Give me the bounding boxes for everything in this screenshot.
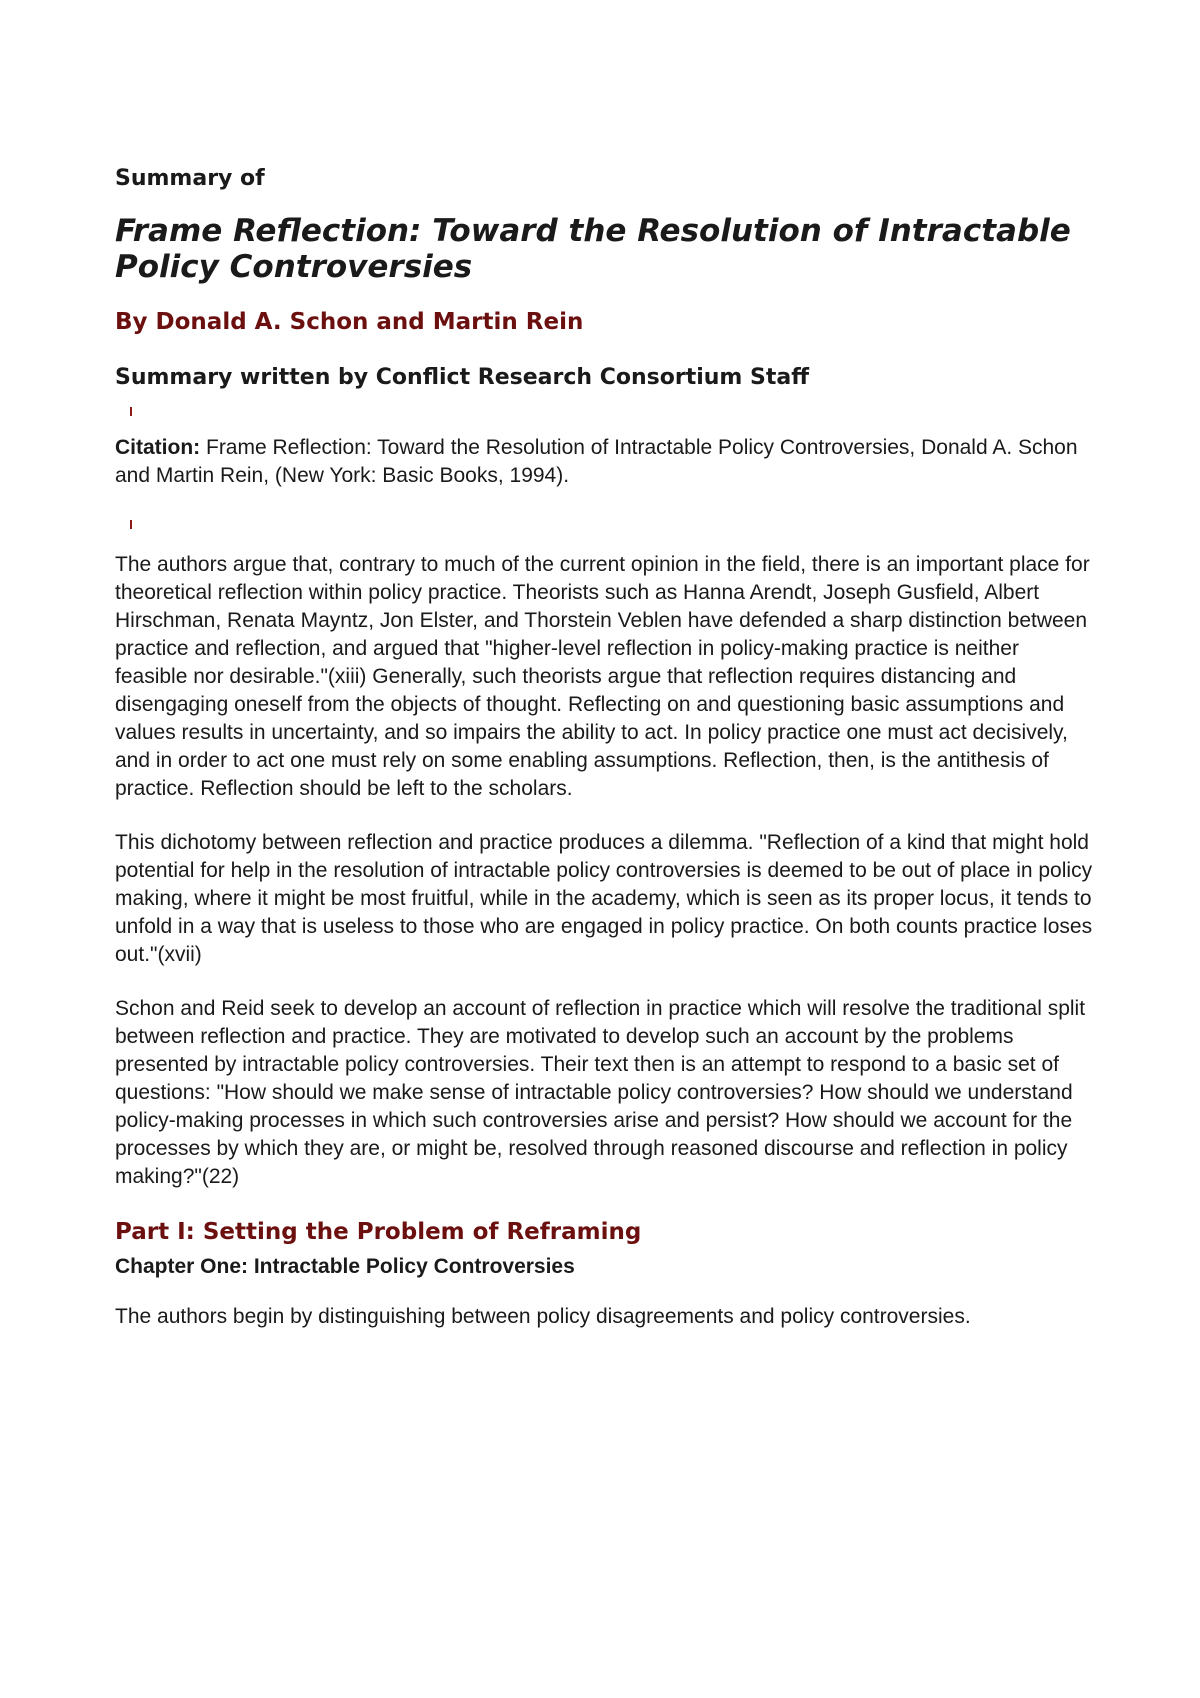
paragraph: This dichotomy between reflection and practice produces a dilemma. "Reflection of a kind that might hold potential for help in the resolution of intractable policy controversies is deemed to be out of place in policy making, where it might be most fruitful, while in the academy, which is seen as its proper locus, it tends to unfold in a way that is useless to those who are engaged in policy practice. On both counts practice loses out."(xvii) xyxy=(115,831,1093,966)
book-title: Frame Reflection: Toward the Resolution of Intractable Policy Controversies xyxy=(115,213,1071,285)
citation xyxy=(115,434,1095,490)
paragraph: The authors argue that, contrary to much of the current opinion in the field, there is an important place for theoretical reflection within policy practice. Theorists such as Hanna Arendt, Joseph Gusfield, Albert Hirschman, Renata Mayntz, Jon Elster, and Thorstein Veblen have defended a sharp distinction between practice and reflection, and argued that "higher-level reflection in policy-making practice is neither feasible nor desirable."(xiii) Generally, such theorists argue that reflection requires distancing and disengaging oneself from the objects of thought. Reflecting on and questioning basic assumptions and values results in uncertainty, and so impairs the ability to act. In policy practice one must act decisively, and in order to act one must rely on some enabling assumptions. Reflection, then, is the antithesis of practice. Reflection should be left to the scholars. xyxy=(115,553,1090,800)
summary-of-label: Summary of xyxy=(115,166,265,191)
paragraph: Schon and Reid seek to develop an account of reflection in practice which will resolve the traditional split between reflection and practice. They are motivated to develop such an account by the problems presented by intractable policy controversies. Their text then is an attempt to respond to a basic set of questions: "How should we make sense of intractable policy controversies? How should we understand policy-making processes in which such controversies arise and persist? How should we account for the processes by which they are, or might be, resolved through reasoned discourse and reflection in policy making?"(22) xyxy=(115,997,1086,1188)
paragraph: The authors begin by distinguishing between policy disagreements and policy controversies. xyxy=(115,1305,971,1328)
citation-label: Citation: xyxy=(115,436,201,459)
citation-text: Frame Reflection: Toward the Resolution of Intractable Policy Controversies, Donald A. Schon and Martin Rein, (New York: Basic Books, 1994). xyxy=(115,436,1078,487)
divider-mark xyxy=(130,407,132,416)
document-page xyxy=(115,165,1095,1357)
authors-line: By Donald A. Schon and Martin Rein xyxy=(115,309,584,335)
chapter-heading: Chapter One: Intractable Policy Controversies xyxy=(115,1255,575,1278)
divider-mark xyxy=(130,520,132,529)
summary-credit: Summary written by Conflict Research Consortium Staff xyxy=(115,365,810,390)
part-heading: Part I: Setting the Problem of Reframing xyxy=(115,1219,642,1245)
